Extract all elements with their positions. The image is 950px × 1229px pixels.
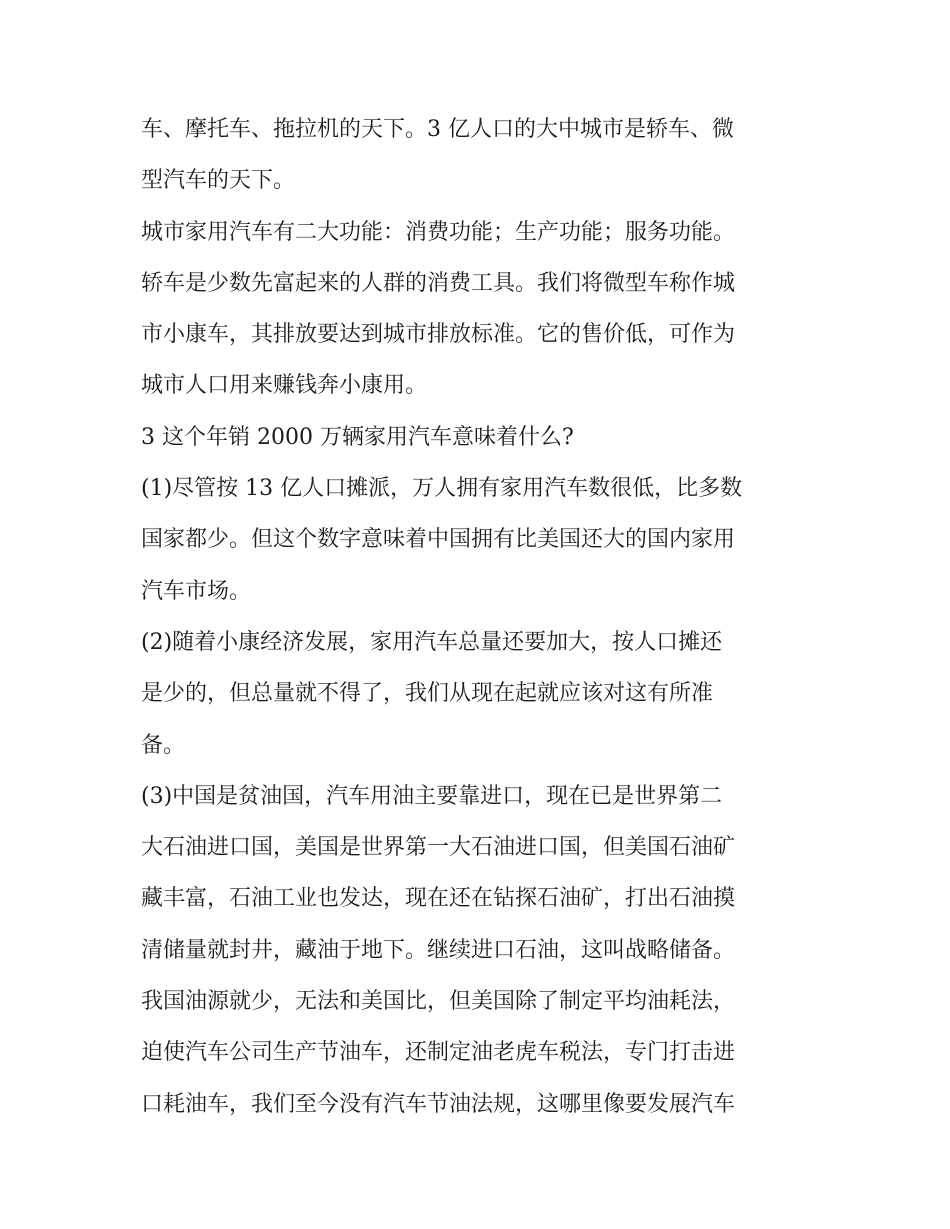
text-line: 我国油源就少，无法和美国比，但美国除了制定平均油耗法，: [141, 989, 736, 1015]
text-line: 城市人口用来赚钱奔小康用。: [141, 373, 428, 399]
text-line: 迫使汽车公司生产节油车，还制定油老虎车税法，专门打击进: [141, 1040, 736, 1066]
text-line: 车、摩托车、拖拉机的天下。3 亿人口的大中城市是轿车、微: [141, 117, 734, 142]
text-line: 口耗油车，我们至今没有汽车节油法规，这哪里像要发展汽车: [141, 1091, 736, 1117]
text-line: 大石油进口国，美国是世界第一大石油进口国，但美国石油矿: [141, 835, 736, 861]
text-line: 藏丰富，石油工业也发达，现在还在钻探石油矿，打出石油摸: [141, 886, 736, 912]
text-line: (3)中国是贫油国，汽车用油主要靠进口，现在已是世界第二: [141, 783, 723, 809]
text-line: 清储量就封井，藏油于地下。继续进口石油，这叫战略储备。: [141, 937, 736, 963]
text-line: 3 这个年销 2000 万辆家用汽车意味着什么?: [141, 424, 574, 450]
text-line: 备。: [141, 732, 186, 758]
text-line: 国家都少。但这个数字意味着中国拥有比美国还大的国内家用: [141, 527, 736, 553]
text-line: 轿车是少数先富起来的人群的消费工具。我们将微型车称作城: [141, 270, 736, 296]
text-line: 是少的，但总量就不得了，我们从现在起就应该对这有所准: [141, 681, 714, 707]
text-line: 市小康车，其排放要达到城市排放标准。它的售价低，可作为: [141, 322, 736, 348]
text-line: 城市家用汽车有二大功能：消费功能；生产功能；服务功能。: [141, 219, 736, 245]
text-line: (2)随着小康经济发展，家用汽车总量还要加大，按人口摊还: [141, 629, 723, 655]
text-line: (1)尽管按 13 亿人口摊派，万人拥有家用汽车数很低，比多数: [141, 476, 743, 502]
text-line: 汽车市场。: [141, 578, 252, 604]
document-body: [141, 108, 813, 1134]
text-line: 型汽车的天下。: [141, 168, 296, 194]
